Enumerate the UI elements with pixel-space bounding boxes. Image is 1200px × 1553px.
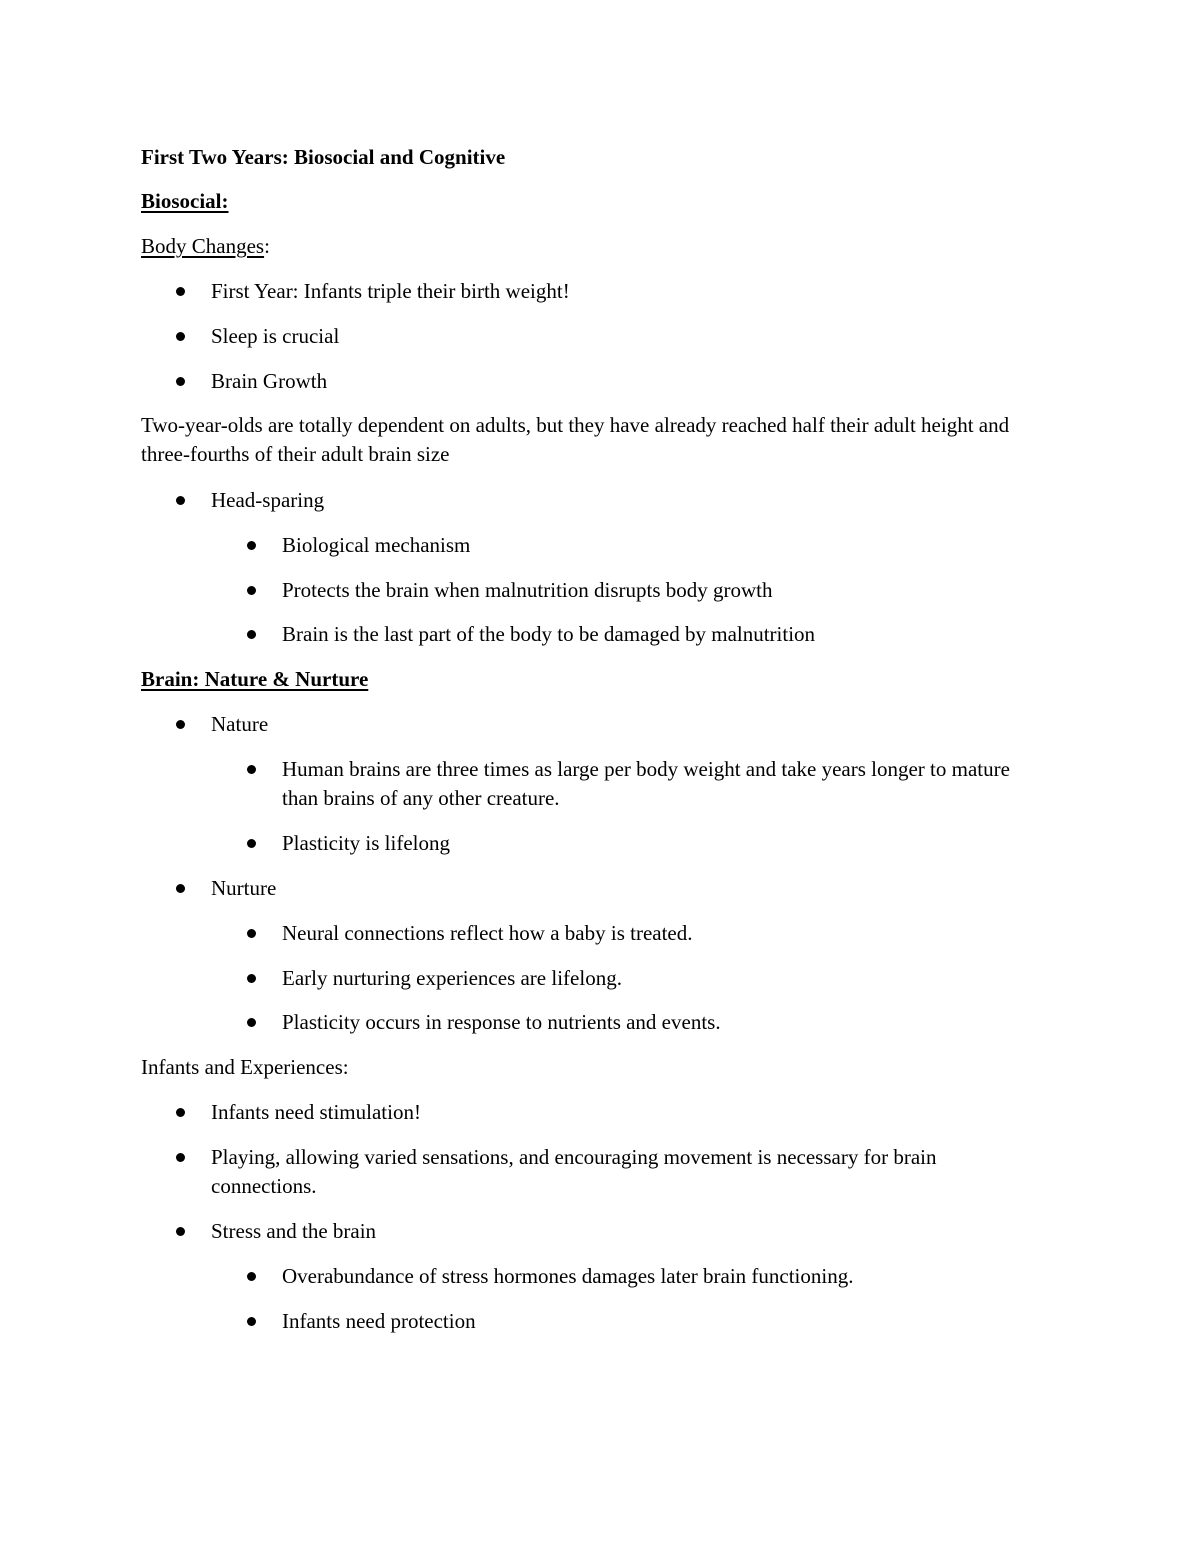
bullet-icon: [247, 1317, 256, 1326]
list-item-text: Stress and the brain: [211, 1219, 377, 1243]
list-item: [211, 1098, 1041, 1127]
sub-list-item: [282, 755, 1042, 813]
sub-list-item: [282, 531, 1042, 560]
list-item: [211, 277, 1041, 306]
infants-heading: Infants and Experiences:: [141, 1055, 349, 1079]
list-item-text: Infants need protection: [282, 1309, 476, 1333]
list-item-text: Biological mechanism: [282, 533, 471, 557]
list-item: [211, 1143, 1041, 1201]
list-item: [211, 710, 1041, 739]
bullet-icon: [176, 884, 185, 893]
list-item-text: Nature: [211, 712, 269, 736]
sub-list-item: [282, 620, 1042, 649]
bullet-icon: [176, 287, 185, 296]
list-item-text: First Year: Infants triple their birth weight!: [211, 279, 570, 303]
list-item-text: Overabundance of stress hormones damages later brain functioning.: [282, 1264, 854, 1288]
body-changes-heading: [141, 232, 270, 261]
list-item: [211, 1217, 1041, 1246]
bullet-icon: [247, 1018, 256, 1027]
list-item: [211, 322, 1041, 351]
bullet-icon: [247, 765, 256, 774]
document-title: First Two Years: Biosocial and Cognitive: [141, 145, 506, 169]
bullet-icon: [247, 839, 256, 848]
sub-list-item: [282, 576, 1042, 605]
bullet-icon: [247, 586, 256, 595]
bullet-icon: [176, 720, 185, 729]
bullet-icon: [176, 1227, 185, 1236]
list-item-text: Sleep is crucial: [211, 324, 340, 348]
list-item: [211, 367, 1041, 396]
body-changes-label: Body Changes: [141, 234, 265, 258]
list-item: [211, 874, 1041, 903]
bullet-icon: [247, 630, 256, 639]
list-item-text: Plasticity is lifelong: [282, 831, 450, 855]
biosocial-heading: Biosocial:: [141, 189, 229, 213]
list-item-text: Playing, allowing varied sensations, and encouraging movement is necessary for brain connections.: [211, 1145, 937, 1198]
bullet-icon: [176, 1108, 185, 1117]
list-item-text: Head-sparing: [211, 488, 325, 512]
list-item-text: Early nurturing experiences are lifelong.: [282, 966, 622, 990]
list-item-text: Brain Growth: [211, 369, 328, 393]
list-item-text: Protects the brain when malnutrition disrupts body growth: [282, 578, 773, 602]
brain-heading: Brain: Nature & Nurture: [141, 667, 369, 691]
list-item-text: Infants need stimulation!: [211, 1100, 421, 1124]
list-item-text: Nurture: [211, 876, 277, 900]
bullet-icon: [247, 1272, 256, 1281]
bullet-icon: [176, 1153, 185, 1162]
sub-list-item: [282, 829, 1042, 858]
sub-list-item: [282, 1008, 1042, 1037]
two-year-paragraph: Two-year-olds are totally dependent on adults, but they have already reached half their adult height and three-fourths of their adult brain size: [141, 413, 1010, 466]
list-item-text: Plasticity occurs in response to nutrients and events.: [282, 1010, 721, 1034]
list-item-text: Neural connections reflect how a baby is treated.: [282, 921, 693, 945]
list-item-text: Brain is the last part of the body to be damaged by malnutrition: [282, 622, 816, 646]
sub-list-item: [282, 1262, 1042, 1291]
bullet-icon: [247, 974, 256, 983]
bullet-icon: [176, 496, 185, 505]
list-item: [211, 486, 1041, 515]
bullet-icon: [247, 541, 256, 550]
bullet-icon: [247, 929, 256, 938]
body-changes-colon: :: [264, 234, 270, 258]
sub-list-item: [282, 964, 1042, 993]
bullet-icon: [176, 377, 185, 386]
list-item-text: Human brains are three times as large per body weight and take years longer to mature than brains of any other creature.: [282, 757, 1010, 810]
sub-list-item: [282, 919, 1042, 948]
sub-list-item: [282, 1307, 1042, 1336]
bullet-icon: [176, 332, 185, 341]
